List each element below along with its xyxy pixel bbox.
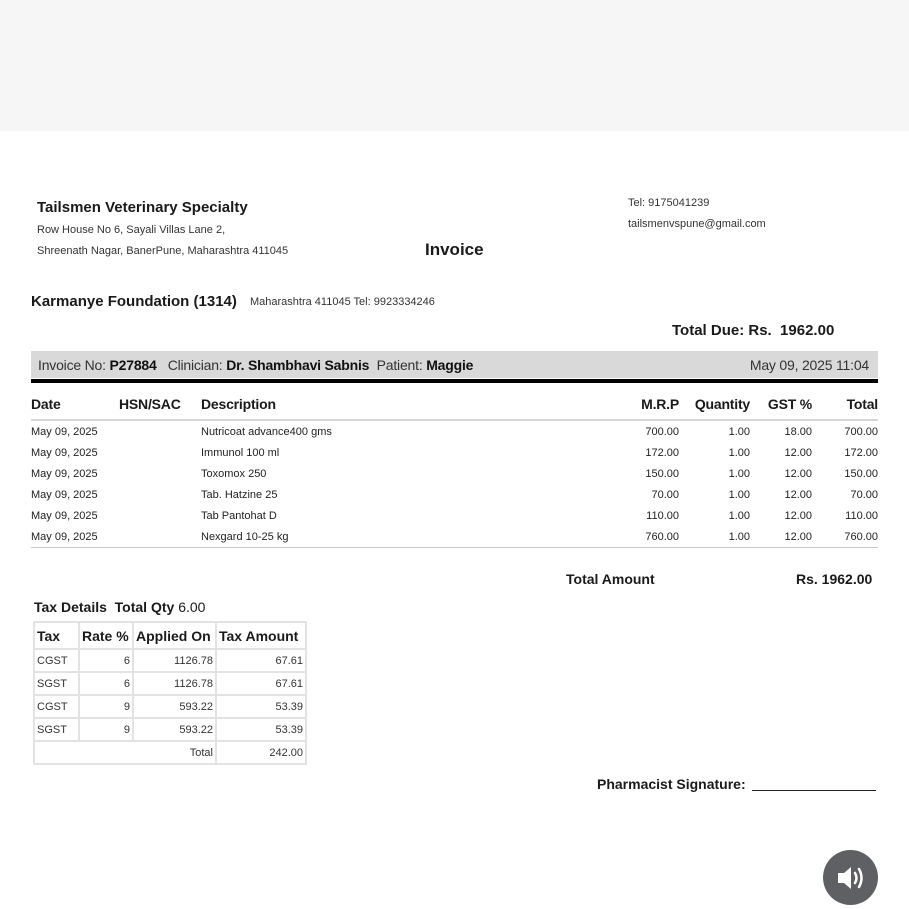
tax-type: CGST [34,695,79,718]
item-quantity: 1.00 [679,526,750,548]
tax-amount: 67.61 [216,672,306,695]
item-gst: 12.00 [784,488,812,501]
item-description: Tab Pantohat D [201,509,277,522]
col-mrp: M.R.P [587,393,679,420]
tax-applied-on: 593.22 [133,718,216,741]
col-gst: GST % [750,393,812,420]
clinic-email: tailsmenvspune@gmail.com [628,218,766,230]
item-total: 110.00 [845,509,878,522]
total-qty-value: 6.00 [178,599,206,615]
tax-type: SGST [34,672,79,695]
patient-label: Patient: [376,357,427,373]
item-hsn [119,505,201,526]
total-due: Total Due: Rs. 1962.00 [672,322,835,339]
tax-total-row [34,741,306,764]
clinic-phone: Tel: 9175041239 [628,197,710,209]
col-hsn: HSN/SAC [119,393,201,420]
item-quantity: 1.00 [728,488,750,501]
item-mrp: 150.00 [645,467,679,480]
tax-amount: 53.39 [216,695,306,718]
tax-total-label: Total [34,741,216,764]
tax-applied-on: 593.22 [133,695,216,718]
top-background-band [0,0,909,131]
tax-row [34,672,306,695]
tax-header-row [34,622,306,649]
clinic-address-line1: Row House No 6, Sayali Villas Lane 2, [37,224,226,236]
clinician-name: Dr. Shambhavi Sabnis [226,357,370,373]
item-gst: 12.00 [784,467,812,480]
tax-row [34,695,306,718]
item-quantity: 1.00 [728,509,750,522]
total-qty-label: Total Qty [114,599,175,615]
item-hsn [119,526,201,548]
item-mrp: 70.00 [651,488,679,501]
item-total: 700.00 [844,425,878,438]
item-hsn [119,442,201,463]
signature-line [752,790,876,791]
item-date: May 09, 2025 [31,526,119,548]
item-quantity: 1.00 [728,425,750,438]
clinic-address-line2: Shreenath Nagar, BanerPune, Maharashtra 411045 [37,245,289,257]
tax-col-amount: Tax Amount [216,622,306,649]
items-header-row [31,393,878,420]
tax-col-applied-on: Applied On [133,622,216,649]
item-total: 70.00 [850,488,878,501]
col-quantity: Quantity [679,393,750,420]
tax-rate: 9 [79,695,133,718]
tax-total-value: 242.00 [216,741,306,764]
item-description: Immunol 100 ml [201,446,280,459]
header-divider [31,379,878,383]
speaker-button[interactable] [823,850,878,905]
tax-rate: 9 [79,718,133,741]
invoice-info-bar [31,351,878,378]
client-info: Maharashtra 411045 Tel: 9923334246 [250,296,435,308]
invoice-no-label: Invoice No: [38,357,110,373]
patient-name: Maggie [426,357,474,373]
item-date: May 09, 2025 [31,488,98,501]
tax-amount: 53.39 [216,718,306,741]
item-row [31,526,878,548]
tax-applied-on: 1126.78 [133,649,216,672]
clinician-label: Clinician: [167,357,227,373]
pharmacist-signature-label: Pharmacist Signature: [597,776,746,792]
item-row [31,442,878,463]
invoice-no: P27884 [109,357,157,373]
item-date: May 09, 2025 [31,467,98,480]
item-description: Tab. Hatzine 25 [201,488,278,501]
tax-type: SGST [34,718,79,741]
tax-type: CGST [34,649,79,672]
item-row [31,484,878,505]
item-date: May 09, 2025 [31,446,98,459]
item-hsn [119,420,201,442]
invoice-datetime: May 09, 2025 11:04 [749,357,869,373]
item-mrp: 110.00 [646,509,679,522]
client-name: Karmanye Foundation (1314) [31,293,237,310]
item-gst: 18.00 [784,425,812,438]
tax-col-tax: Tax [34,622,79,649]
item-description: Nutricoat advance400 gms [201,425,332,438]
tax-row [34,649,306,672]
items-table [31,393,878,548]
item-mrp: 172.00 [645,446,679,459]
tax-amount: 67.61 [216,649,306,672]
item-gst: 12.00 [784,446,812,459]
item-row [31,463,878,484]
tax-col-rate: Rate % [79,622,133,649]
item-hsn [119,463,201,484]
item-quantity: 1.00 [728,446,750,459]
item-row [31,420,878,442]
item-date: May 09, 2025 [31,425,98,438]
item-total: 172.00 [844,446,878,459]
col-total: Total [812,393,878,420]
document-title: Invoice [425,240,484,259]
item-description: Toxomox 250 [201,467,267,480]
item-quantity: 1.00 [728,467,750,480]
item-date: May 09, 2025 [31,509,98,522]
total-amount-label: Total Amount [566,571,655,587]
tax-details-title: Tax Details [34,599,107,615]
item-total: 760.00 [812,526,878,548]
item-description: Nexgard 10-25 kg [201,526,587,548]
item-hsn [119,484,201,505]
item-mrp: 700.00 [645,425,679,438]
col-description: Description [201,393,587,420]
invoice-info-left [38,357,473,373]
item-row [31,505,878,526]
tax-rate: 6 [79,649,133,672]
tax-table [33,621,307,765]
total-amount-value: Rs. 1962.00 [796,571,873,587]
clinic-name: Tailsmen Veterinary Specialty [37,199,248,216]
item-gst: 12.00 [750,526,812,548]
tax-applied-on: 1126.78 [133,672,216,695]
col-date: Date [31,393,119,420]
tax-rate: 6 [79,672,133,695]
item-gst: 12.00 [784,509,812,522]
item-mrp: 760.00 [587,526,679,548]
tax-details-heading [34,599,205,615]
speaker-volume-icon [836,864,866,892]
tax-row [34,718,306,741]
item-total: 150.00 [844,467,878,480]
